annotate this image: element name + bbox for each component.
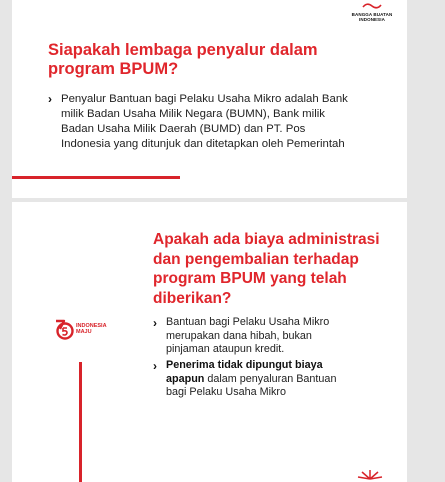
- page-2-bullet-2-bold: Penerima tidak dipungut biaya apapun: [166, 359, 323, 385]
- page-1-bullet: [48, 92, 348, 152]
- chevron-right-icon: ›: [153, 316, 157, 330]
- chevron-right-icon: ›: [48, 92, 52, 106]
- brand-mark-logo: [347, 1, 397, 22]
- page-1-red-divider: [12, 176, 180, 179]
- indonesia-maju-logo: [54, 318, 107, 340]
- page-1: [12, 0, 407, 198]
- page-1-bullet-text: Penyalur Bantuan bagi Pelaku Usaha Mikro adalah Bank milik Badan Usaha Milik Negara (BUMN), Bank milik Badan Usaha Milik Daerah (BUMD) dan PT. Pos Indonesia yang ditunjuk dan ditetapkan oleh Pemerintah: [61, 93, 348, 150]
- page-2-bullet-2-rest: dalam penyaluran Bantuan bagi Pelaku Usaha Mikro: [166, 372, 337, 398]
- page-2-red-vertical-bar: [79, 362, 82, 482]
- chevron-right-icon: ›: [153, 359, 157, 373]
- page-2-bullet-1-text: Bantuan bagi Pelaku Usaha Mikro merupakan dana hibah, bukan pinjaman ataupun kredit.: [166, 316, 330, 355]
- brand-wave-icon: [361, 1, 383, 11]
- brand-mark-text: BANGGA BUATAN INDONESIA: [351, 12, 393, 22]
- logo-text: [76, 323, 107, 336]
- page-1-heading: Siapakah lembaga penyalur dalam program BPUM?: [48, 41, 318, 78]
- page-2-heading: Apakah ada biaya administrasi dan pengembalian terhadap program BPUM yang telah diberikan?: [153, 231, 380, 307]
- seventy-five-logo-icon: [54, 318, 74, 340]
- logo-text-line1: INDONESIA: [76, 322, 107, 329]
- page-2: [12, 202, 407, 482]
- page-2-bullet-2-text: [166, 359, 358, 400]
- page-2-bullet-2: [153, 359, 358, 400]
- logo-text-line2: MAJU: [76, 329, 92, 335]
- sunburst-logo-icon: [355, 466, 385, 480]
- page-2-bullet-1: [153, 316, 353, 357]
